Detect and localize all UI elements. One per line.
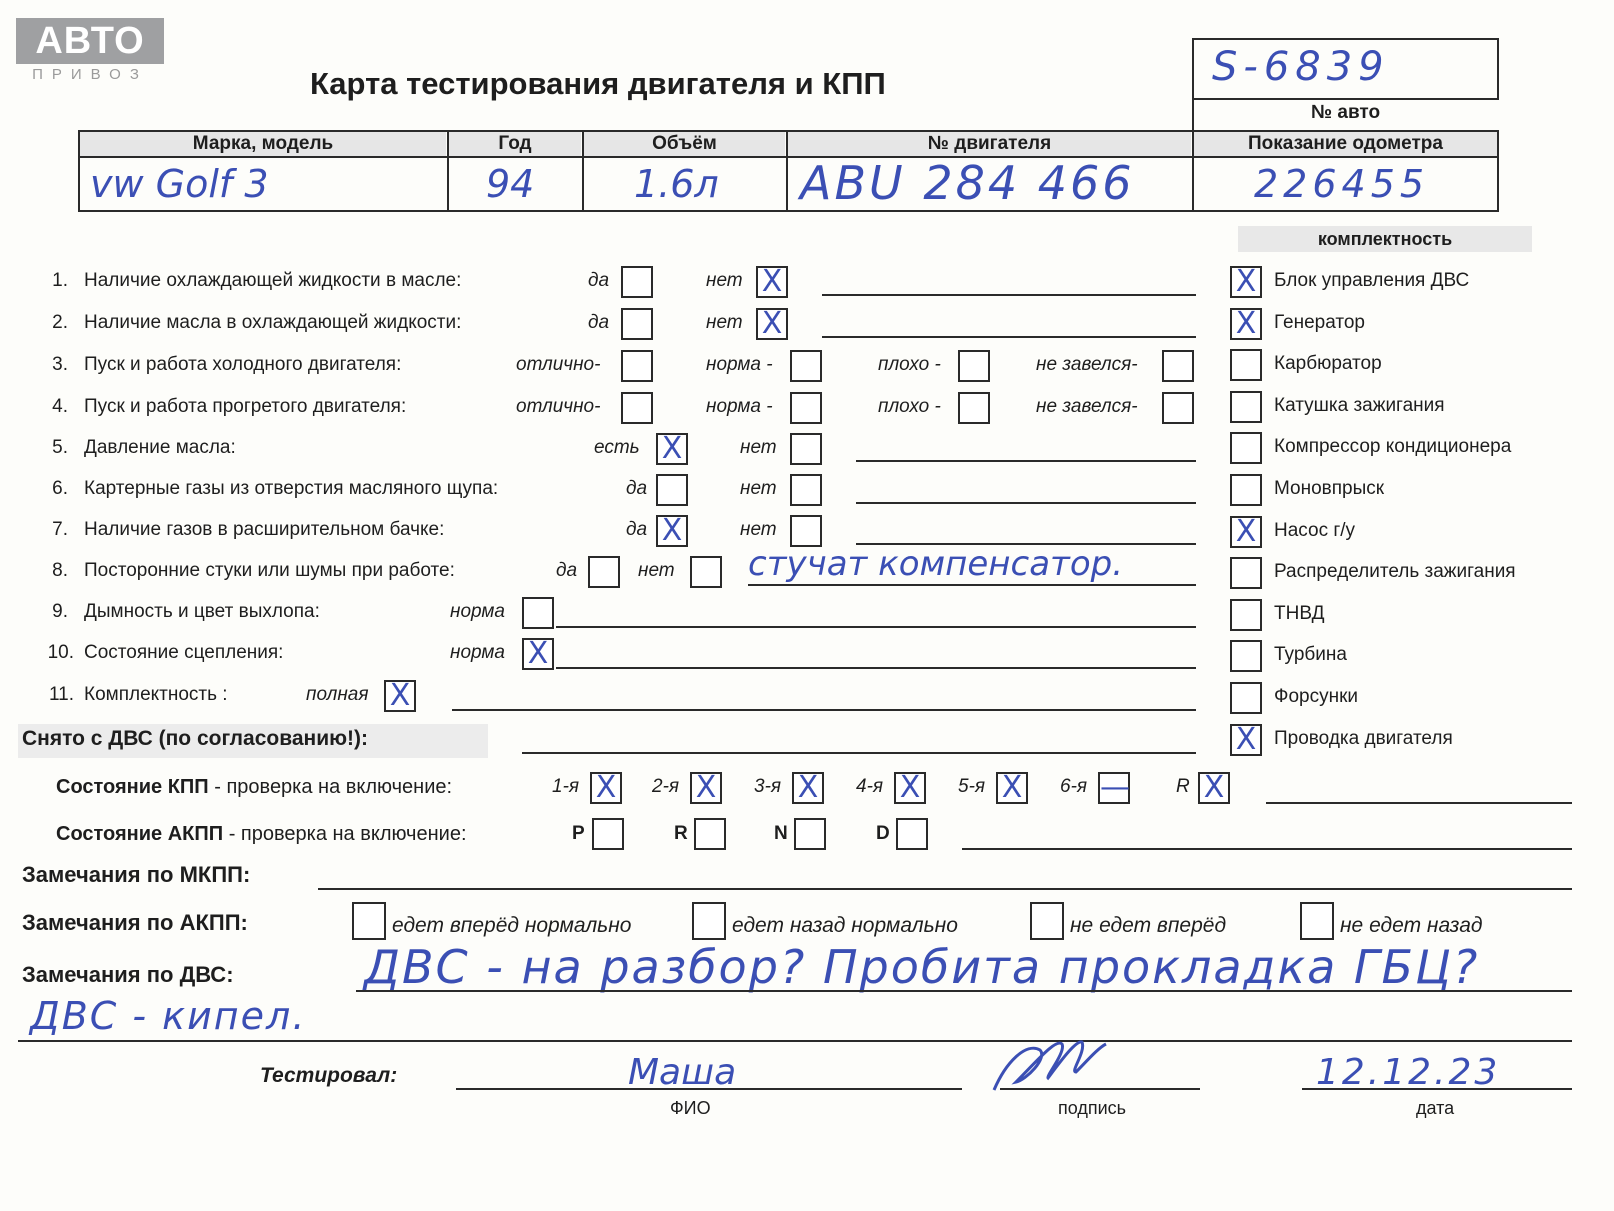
- dvs-notes-line2: ДВС - кипел.: [30, 994, 307, 1038]
- completeness-item-label: Блок управления ДВС: [1274, 270, 1470, 291]
- col-header-odometer: Показание одометра: [1194, 132, 1497, 156]
- kpp-gear-checkbox[interactable]: X: [690, 772, 722, 804]
- q8-yes-checkbox[interactable]: [588, 556, 620, 588]
- dvs-notes-label: Замечания по ДВС:: [22, 962, 234, 987]
- kpp-gear-checkbox[interactable]: X: [590, 772, 622, 804]
- completeness-checkbox[interactable]: X: [1230, 724, 1262, 756]
- q3-bad-label: плохо -: [878, 354, 941, 375]
- q11-note-line[interactable]: [452, 709, 1196, 711]
- kpp-gear-checkbox[interactable]: X: [894, 772, 926, 804]
- q3-normal-checkbox[interactable]: [790, 350, 822, 382]
- dvs-notes-line1: ДВС - на разбор? Пробита прокладка ГБЦ?: [364, 940, 1480, 994]
- akpp-mode-checkbox[interactable]: [694, 818, 726, 850]
- q6-label: Картерные газы из отверстия масляного щупа:: [84, 478, 499, 499]
- q1-no-label: нет: [706, 270, 743, 291]
- q2-yes-label: да: [588, 312, 610, 333]
- q7-label: Наличие газов в расширительном бачке:: [84, 519, 445, 540]
- q9-number: 9.: [52, 601, 68, 622]
- kpp-label: Состояние КПП - проверка на включение:: [56, 776, 453, 798]
- completeness-item-label: Карбюратор: [1274, 353, 1382, 375]
- q5-note-line[interactable]: [856, 460, 1196, 462]
- akpp-note-checkbox[interactable]: [1030, 902, 1064, 940]
- q3-normal-label: норма -: [706, 354, 773, 375]
- car-number-box: [1192, 38, 1499, 100]
- page-title: Карта тестирования двигателя и КПП: [310, 66, 886, 101]
- fio-line[interactable]: [456, 1088, 962, 1090]
- q5-no-label: нет: [740, 437, 777, 458]
- completeness-item-label: Распределитель зажигания: [1274, 561, 1516, 583]
- completeness-checkbox[interactable]: X: [1230, 308, 1262, 340]
- q2-no-checkbox[interactable]: X: [756, 308, 788, 340]
- completeness-checkbox[interactable]: [1230, 640, 1262, 672]
- q8-number: 8.: [52, 560, 68, 581]
- logo-subtitle: ПРИВОЗ: [32, 66, 148, 83]
- q4-not-started-label: не завелся-: [1036, 396, 1138, 417]
- q1-label: Наличие охлаждающей жидкости в масле:: [84, 270, 462, 291]
- completeness-item-label: Насос г/у: [1274, 519, 1356, 541]
- q7-no-label: нет: [740, 519, 777, 540]
- q7-no-checkbox[interactable]: [790, 515, 822, 547]
- q8-no-checkbox[interactable]: [690, 556, 722, 588]
- kpp-gear-label: 3-я: [754, 776, 782, 797]
- q8-yes-label: да: [556, 560, 578, 581]
- q11-number: 11.: [48, 684, 74, 705]
- q7-yes-checkbox[interactable]: X: [656, 515, 688, 547]
- q4-label: Пуск и работа прогретого двигателя:: [84, 396, 407, 417]
- q6-note-line[interactable]: [856, 502, 1196, 504]
- akpp-mode-label: R: [674, 823, 688, 844]
- dvs-notes-rule2[interactable]: [18, 1040, 1572, 1042]
- date-label: дата: [1416, 1098, 1455, 1118]
- q11-full-label: полная: [306, 684, 369, 705]
- completeness-checkbox[interactable]: [1230, 557, 1262, 589]
- q1-note-line[interactable]: [822, 294, 1196, 296]
- signature-line[interactable]: [1000, 1088, 1200, 1090]
- q3-not-started-checkbox[interactable]: [1162, 350, 1194, 382]
- q4-normal-checkbox[interactable]: [790, 392, 822, 424]
- completeness-item-label: Турбина: [1274, 644, 1347, 666]
- q3-number: 3.: [52, 354, 68, 375]
- q3-not-started-label: не завелся-: [1036, 354, 1138, 375]
- completeness-item-label: Катушка зажигания: [1274, 394, 1445, 416]
- akpp-mode-checkbox[interactable]: [592, 818, 624, 850]
- q6-no-checkbox[interactable]: [790, 474, 822, 506]
- volume-value: 1.6л: [634, 162, 719, 206]
- q4-normal-label: норма -: [706, 396, 773, 417]
- date-line[interactable]: [1302, 1088, 1572, 1090]
- completeness-checkbox[interactable]: [1230, 391, 1262, 423]
- removed-note-line[interactable]: [522, 752, 1196, 754]
- header-table-rule: [78, 156, 1499, 158]
- kpp-gear-checkbox[interactable]: —: [1100, 770, 1130, 805]
- akpp-note-line[interactable]: [962, 848, 1572, 850]
- fio-label: ФИО: [670, 1098, 711, 1118]
- q1-no-checkbox[interactable]: X: [756, 266, 788, 298]
- q1-number: 1.: [52, 270, 68, 291]
- kpp-gear-checkbox[interactable]: X: [996, 772, 1028, 804]
- q3-excellent-label: отлично-: [516, 354, 601, 375]
- akpp-note-option-label: едет назад нормально: [732, 914, 958, 937]
- q2-no-label: нет: [706, 312, 743, 333]
- q3-bad-checkbox[interactable]: [958, 350, 990, 382]
- completeness-checkbox[interactable]: [1230, 474, 1262, 506]
- q2-note-line[interactable]: [822, 336, 1196, 338]
- q4-not-started-checkbox[interactable]: [1162, 392, 1194, 424]
- akpp-note-option-label: не едет назад: [1340, 914, 1483, 937]
- engine-no-value: ABU 284 466: [800, 156, 1135, 210]
- q4-bad-checkbox[interactable]: [958, 392, 990, 424]
- q6-no-label: нет: [740, 478, 777, 499]
- model-value: vw Golf 3: [90, 162, 269, 206]
- akpp-mode-label: D: [876, 823, 890, 844]
- completeness-checkbox[interactable]: [1230, 349, 1262, 381]
- q5-label: Давление масла:: [84, 437, 236, 458]
- car-number-value: S-6839: [1212, 44, 1390, 90]
- logo-avto: АВТО: [16, 18, 164, 64]
- kpp-gear-label: 6-я: [1060, 776, 1088, 797]
- q8-note-value: стучат компенсатор.: [748, 544, 1124, 584]
- completeness-checkbox[interactable]: [1230, 432, 1262, 464]
- q9-normal-label: норма: [450, 601, 505, 622]
- completeness-item-label: Проводка двигателя: [1274, 727, 1453, 749]
- q2-yes-checkbox[interactable]: [621, 308, 653, 340]
- q3-label: Пуск и работа холодного двигателя:: [84, 354, 402, 375]
- kpp-gear-label: 4-я: [856, 776, 884, 797]
- akpp-note-checkbox[interactable]: [692, 902, 726, 940]
- date-value: 12.12.23: [1316, 1052, 1501, 1093]
- q8-note-line[interactable]: [748, 584, 1196, 586]
- col-header-year: Год: [449, 132, 581, 156]
- dvs-notes-rule1[interactable]: [356, 990, 1572, 992]
- q4-number: 4.: [52, 396, 68, 417]
- kpp-gear-checkbox[interactable]: X: [792, 772, 824, 804]
- q4-excellent-label: отлично-: [516, 396, 601, 417]
- q1-yes-label: да: [588, 270, 610, 291]
- akpp-label: Состояние АКПП - проверка на включение:: [56, 823, 467, 845]
- q2-number: 2.: [52, 312, 68, 333]
- q5-yes-label: есть: [594, 437, 640, 458]
- completeness-checkbox[interactable]: X: [1230, 516, 1262, 548]
- col-header-model: Марка, модель: [80, 132, 446, 156]
- q5-no-checkbox[interactable]: [790, 433, 822, 465]
- fio-value: Маша: [628, 1052, 737, 1093]
- q9-label: Дымность и цвет выхлопа:: [84, 601, 320, 622]
- q5-yes-checkbox[interactable]: X: [656, 433, 688, 465]
- tested-by-label: Тестировал:: [260, 1064, 398, 1087]
- akpp-note-checkbox[interactable]: [352, 902, 386, 940]
- akpp-note-option-label: не едет вперёд: [1070, 914, 1227, 937]
- q10-note-line[interactable]: [556, 667, 1196, 669]
- akpp-note-option-label: едет вперёд нормально: [392, 914, 632, 937]
- akpp-mode-label: P: [572, 823, 585, 844]
- q4-bad-label: плохо -: [878, 396, 941, 417]
- completeness-title: комплектность: [1238, 226, 1532, 252]
- q5-number: 5.: [52, 437, 68, 458]
- q7-yes-label: да: [626, 519, 648, 540]
- year-value: 94: [486, 162, 535, 206]
- q11-label: Комплектность :: [84, 684, 228, 705]
- q8-no-label: нет: [638, 560, 675, 581]
- q1-yes-checkbox[interactable]: [621, 266, 653, 298]
- kpp-note-line[interactable]: [1266, 802, 1572, 804]
- removed-label: Снято с ДВС (по согласованию!):: [22, 727, 369, 750]
- completeness-item-label: Генератор: [1274, 311, 1365, 333]
- akpp-mode-checkbox[interactable]: [896, 818, 928, 850]
- col-header-engine-no: № двигателя: [788, 132, 1191, 156]
- akpp-note-checkbox[interactable]: [1300, 902, 1334, 940]
- q6-number: 6.: [52, 478, 68, 499]
- completeness-checkbox[interactable]: X: [1230, 266, 1262, 298]
- completeness-checkbox[interactable]: [1230, 599, 1262, 631]
- kpp-gear-checkbox[interactable]: X: [1198, 772, 1230, 804]
- mkpp-notes-line[interactable]: [318, 888, 1572, 890]
- kpp-gear-label: 2-я: [652, 776, 680, 797]
- q6-yes-label: да: [626, 478, 648, 499]
- kpp-gear-label: 1-я: [552, 776, 580, 797]
- completeness-item-label: Компрессор кондиционера: [1274, 436, 1512, 458]
- kpp-gear-label: 5-я: [958, 776, 986, 797]
- q4-excellent-checkbox[interactable]: [621, 392, 653, 424]
- car-number-label: № авто: [1310, 102, 1381, 123]
- col-divider: [1192, 100, 1194, 212]
- q10-label: Состояние сцепления:: [84, 642, 284, 663]
- q9-note-line[interactable]: [556, 626, 1196, 628]
- mkpp-notes-label: Замечания по МКПП:: [22, 862, 251, 887]
- akpp-mode-label: N: [774, 823, 788, 844]
- akpp-notes-label: Замечания по АКПП:: [22, 910, 248, 935]
- signature-scribble: [986, 1032, 1116, 1096]
- q8-label: Посторонние стуки или шумы при работе:: [84, 560, 455, 581]
- completeness-item-label: Моновпрыск: [1274, 478, 1385, 499]
- completeness-checkbox[interactable]: [1230, 682, 1262, 714]
- completeness-item-label: Форсунки: [1274, 686, 1358, 707]
- odometer-value: 226455: [1254, 162, 1430, 206]
- q7-number: 7.: [52, 519, 68, 540]
- q6-yes-checkbox[interactable]: [656, 474, 688, 506]
- q10-normal-checkbox[interactable]: X: [522, 638, 554, 670]
- completeness-item-label: ТНВД: [1274, 602, 1325, 624]
- q10-normal-label: норма: [450, 642, 505, 663]
- kpp-gear-label: R: [1176, 776, 1190, 797]
- col-header-volume: Объём: [584, 132, 785, 156]
- q3-excellent-checkbox[interactable]: [621, 350, 653, 382]
- q2-label: Наличие масла в охлаждающей жидкости:: [84, 312, 462, 333]
- q9-normal-checkbox[interactable]: [522, 597, 554, 629]
- q11-full-checkbox[interactable]: X: [384, 680, 416, 712]
- q10-number: 10.: [47, 642, 74, 663]
- signature-label: подпись: [1058, 1098, 1127, 1118]
- akpp-mode-checkbox[interactable]: [794, 818, 826, 850]
